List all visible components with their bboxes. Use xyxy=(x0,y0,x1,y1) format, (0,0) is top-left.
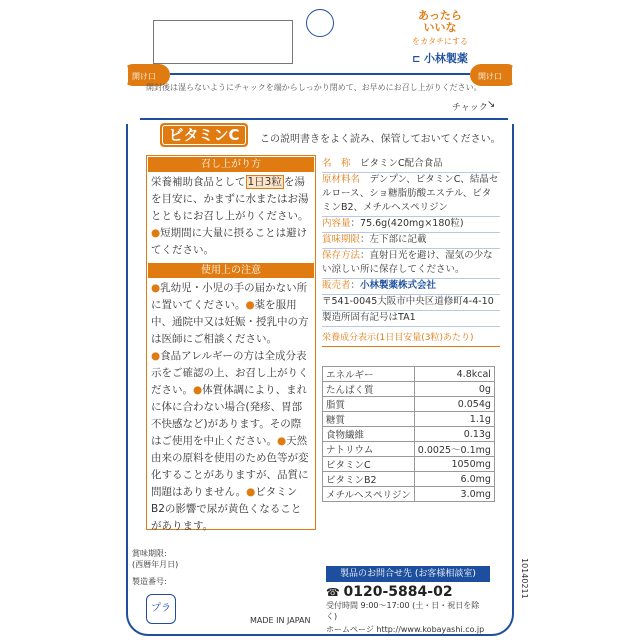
slogan-line-3: をカタチにする xyxy=(412,37,468,46)
brand-logo xyxy=(400,10,480,66)
address: 〒541-0045大阪市中央区道修町4-4-10 xyxy=(322,295,500,311)
intro-text: この説明書きをよく読み、保管しておいてください。 xyxy=(260,134,501,145)
nutrient-value: 1050mg xyxy=(414,457,494,472)
nutrient-label: ナトリウム xyxy=(323,442,415,457)
ingredients-label: 原材料名 xyxy=(322,174,361,185)
table-row xyxy=(323,487,495,502)
nutrient-value: 0.13g xyxy=(414,427,494,442)
nutrient-label: ビタミンB2 xyxy=(323,472,415,487)
blank-label-box xyxy=(153,20,293,64)
ingredients-value: デンプン、ビタミンC、結晶セルロース、ショ糖脂肪酸エステル、ビタミンB2、メチルヘスペリジン xyxy=(322,174,499,213)
caution-item: 食品アレルギーの方は全成分表示をご確認の上、お召し上がりください。 xyxy=(151,350,309,396)
table-row xyxy=(323,457,495,472)
nutrient-label: エネルギー xyxy=(323,367,415,382)
content-value: 75.6g(420mg×180粒) xyxy=(360,218,464,229)
caution-item: 体質体調により、まれに体に合わない場合(発疹、胃部不快感など)があります。その際はご使用を中止ください。 xyxy=(151,384,308,447)
nutrient-label: たんぱく質 xyxy=(323,382,415,397)
hang-hole xyxy=(306,9,334,37)
phone-number[interactable]: ☎ 0120-5884-02 xyxy=(326,584,490,600)
how-to-take-heading: 召し上がり方 xyxy=(148,157,314,172)
slogan-line-2: いいな xyxy=(423,21,457,34)
product-title-badge xyxy=(160,123,248,147)
storage-value: 直射日光を避け、湿気の少ない涼しい所に保存してください。 xyxy=(322,250,493,275)
bullet-icon: ● xyxy=(193,384,203,396)
slogan-line-1: あったら xyxy=(418,9,462,22)
nutrient-value: 0.054g xyxy=(414,397,494,412)
table-row xyxy=(323,382,495,397)
lot-info xyxy=(132,548,178,587)
storage-label: 保存方法 xyxy=(322,250,361,261)
contact-heading: 製品のお問合せ先 (お客様相談室) xyxy=(326,566,490,582)
bullet-icon: ● xyxy=(246,486,256,498)
nutrition-table xyxy=(322,366,495,502)
expiry-date-sub: (西暦年月日) xyxy=(132,560,179,569)
dosage-highlight: 1日3粒 xyxy=(247,176,282,188)
table-row xyxy=(323,472,495,487)
caution-item: ビタミンB2の影響で尿が黄色くなることがあります。 xyxy=(151,486,302,532)
nutrient-value: 1.1g xyxy=(414,412,494,427)
bullet-icon: ● xyxy=(277,435,287,447)
caution-heading: 使用上の注意 xyxy=(148,263,314,278)
zipper-label: チャック xyxy=(452,103,488,113)
zipper-line[interactable] xyxy=(140,118,508,120)
nutrition-title: 栄養成分表示(1日目安量(3粒)あたり) xyxy=(322,331,500,347)
product-code: 10140211 xyxy=(520,558,529,599)
name-value: ビタミンC配合食品 xyxy=(360,158,443,169)
name-label: 名 称 xyxy=(322,158,351,169)
table-row xyxy=(323,367,495,382)
how-to-take-pre: 栄養補助食品として xyxy=(151,176,246,188)
table-row xyxy=(323,442,495,457)
info-row-expiry: 賞味期限：左下部に記載 xyxy=(322,233,500,249)
bullet-icon: ● xyxy=(151,282,161,294)
lot-number-label: 製造番号: xyxy=(132,577,167,586)
nutrient-value: 4.8kcal xyxy=(414,367,494,382)
homepage-link[interactable]: ホームページ http://www.kobayashi.co.jp xyxy=(326,625,485,634)
table-row xyxy=(323,397,495,412)
open-tab-right-label: 開け口 xyxy=(478,72,502,81)
caution-item: 乳幼児・小児の手の届かない所に置いてください。 xyxy=(151,282,308,311)
info-row-storage: 保存方法：直射日光を避け、湿気の少ない涼しい所に保存してください。 xyxy=(322,249,500,279)
nutrient-label: 食物繊維 xyxy=(323,427,415,442)
info-row-name xyxy=(322,157,500,173)
bullet-icon: ● xyxy=(151,227,161,239)
nutrient-label: メチルヘスペリジン xyxy=(323,487,415,502)
maker-logo: ⊏ 小林製薬 xyxy=(400,50,480,66)
caution-body xyxy=(147,279,315,538)
arrow-icon: ↘ xyxy=(487,99,496,110)
seller-value: 小林製薬株式会社 xyxy=(360,280,437,291)
notch-right xyxy=(512,62,526,88)
table-row xyxy=(323,412,495,427)
nutrient-value: 0g xyxy=(414,382,494,397)
info-row-seller: 販売者：小林製薬株式会社 xyxy=(322,279,500,295)
expiry-value: 左下部に記載 xyxy=(369,234,427,245)
expiry-label: 賞味期限 xyxy=(322,234,361,245)
seller-label: 販売者 xyxy=(322,280,351,291)
open-note: 開封後は湿らないようにチャックを端からしっかり閉めて、お早めにお召し上がりください。 xyxy=(146,83,482,92)
expiry-date-label: 賞味期限: xyxy=(132,549,167,558)
open-tab-left-label: 開け口 xyxy=(132,72,156,81)
factory-code: 製造所固有記号はTA1 xyxy=(322,311,500,327)
notch-left xyxy=(114,62,128,88)
nutrient-value: 6.0mg xyxy=(414,472,494,487)
recycle-icon: プラ xyxy=(146,594,176,624)
content-label: 内容量 xyxy=(322,218,351,229)
how-to-take-body xyxy=(147,173,315,262)
how-to-take-bullet: 短期間に大量に摂ることは避けてください。 xyxy=(151,227,308,256)
nutrient-label: 糖質 xyxy=(323,412,415,427)
table-row xyxy=(323,427,495,442)
nutrient-label: ビタミンC xyxy=(323,457,415,472)
info-row-ingredients xyxy=(322,173,500,217)
bullet-icon: ● xyxy=(151,350,161,362)
left-panel xyxy=(146,155,316,530)
bullet-icon: ● xyxy=(245,299,255,311)
caution-item: 薬を服用中、通院中又は妊娠・授乳中の方は医師にご相談ください。 xyxy=(151,299,309,345)
nutrient-value: 0.0025〜0.1mg xyxy=(414,442,494,457)
contact-box xyxy=(326,566,490,635)
how-to-take-post: を湯を目安に、かまずに水またはお湯とともにお召し上がりください。 xyxy=(151,176,309,222)
business-hours: 受付時間 9:00〜17:00 (土・日・祝日を除く) xyxy=(326,601,480,621)
nutrient-value: 3.0mg xyxy=(414,487,494,502)
tear-line xyxy=(170,73,470,75)
info-row-content: 内容量：75.6g(420mg×180粒) xyxy=(322,217,500,233)
caution-item: 天然由来の原料を使用のため色等が変化することがありますが、品質に問題はありません。 xyxy=(151,435,309,498)
nutrient-label: 脂質 xyxy=(323,397,415,412)
product-info xyxy=(322,157,500,347)
made-in-label: MADE IN JAPAN xyxy=(250,616,311,625)
product-title: ビタミンC xyxy=(162,125,246,145)
